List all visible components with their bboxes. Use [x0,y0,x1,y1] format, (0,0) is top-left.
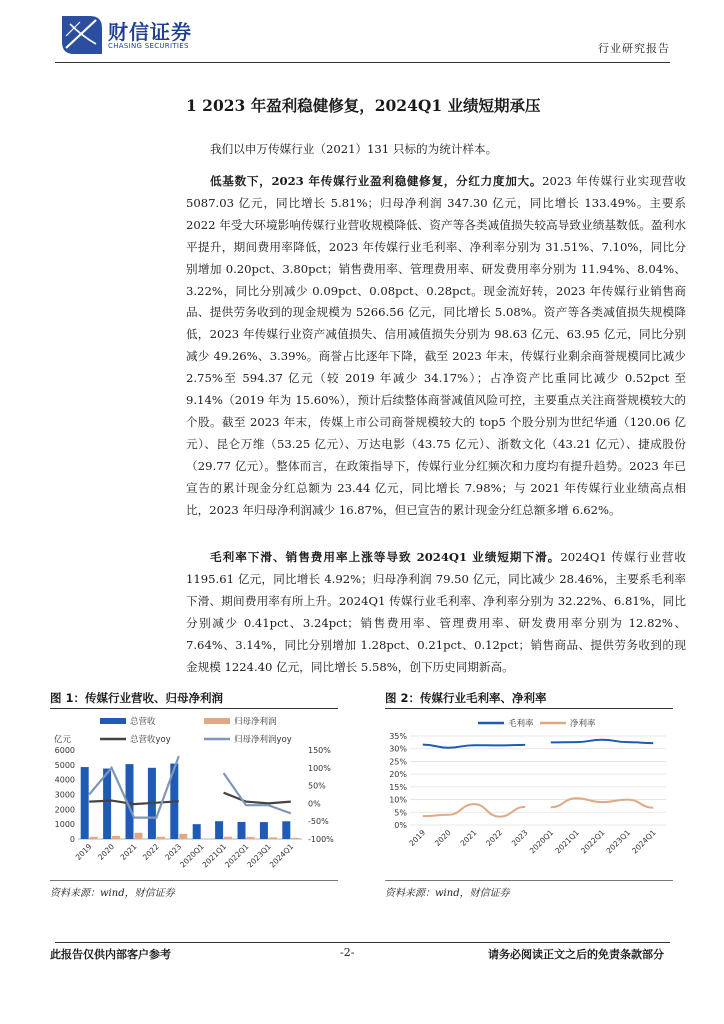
footer-disclaimer-right: 请务必阅读正文之后的免责条款部分 [488,948,664,961]
legend-label: 净利率 [570,719,596,729]
y-tick-label: 5000 [54,760,75,770]
legend-label: 归母净利润 [234,717,277,727]
x-tick-label: 2021Q1 [553,828,581,856]
x-tick-label: 2023Q1 [604,828,633,856]
x-tick-label: 2024Q1 [630,828,658,856]
paragraph-2023-lead: 低基数下，2023 年传媒行业盈利稳健修复，分红力度加大。 [210,174,543,188]
y-tick-label: 0% [394,821,407,830]
legend-label: 毛利率 [508,719,534,729]
y-tick-label: 50% [308,781,326,791]
margin-chart [380,712,676,878]
figure1-source-rule [50,880,338,881]
y-tick-label: 5% [394,808,407,818]
x-tick-label: 2021 [458,828,479,848]
bar-revenue [81,767,89,839]
y-tick-label: -50% [308,817,329,827]
x-tick-label: 2020Q1 [527,828,556,856]
x-tick-label: 2019 [407,828,428,848]
y-tick-label: 35% [389,732,407,741]
y-tick-label: 3000 [54,790,75,800]
y-tick-label: 4000 [54,775,75,785]
figure1-title-rule [50,708,338,709]
y-tick-label: 20% [389,770,407,780]
paragraph-2024q1-lead: 毛利率下滑、销售费用率上涨等导致 2024Q1 业绩短期下滑。 [210,550,561,564]
line-revenue-yoy [89,793,291,804]
x-tick-label: 2020 [96,842,117,862]
x-tick-label: 2021Q1 [200,842,229,870]
bar-revenue [215,821,223,839]
x-tick-label: 2020Q1 [178,842,206,870]
paragraph-2023 [186,171,686,522]
paragraph-sample-text: 我们以申万传媒行业（2021）131 只标的为统计样本。 [210,142,498,156]
bar-revenue [282,821,290,839]
figure2-title: 图 2：传媒行业毛利率、净利率 [385,691,547,705]
figure2-title-rule [385,708,673,709]
line-profit-yoy [89,756,291,818]
x-tick-label: 2023 [163,842,184,862]
bar-revenue [193,824,201,839]
paragraph-2023-body: 2023 年传媒行业实现营收 5087.03 亿元，同比增长 5.81%；归母净利润 347.30 亿元，同比增长 133.49%。主要系 2022 年受大环境影响传媒行业营收规模降低、资产等各类减值损失较高导致业绩基数低。盈利水平提升，期间费用率降低，2023 年传媒行业毛利率、净利率分别为 31.51%、7.10%，同比分别增加 0.20pct、3.80pct；销售费用率、管理费用率、研发费用率分别为 11.94%、8.04%、3.22%，同比分别减少 0.09pct、0.08pct、0.28pct。现金流好转，2023 年传媒行业销售商品、提供劳务收到的现金规模为 5266.56 亿元，同比增长 5.08%。资产等各类减值损失规模降低，2023 年传媒行业资产减值损失、信用减值损失分别为 98.63 亿元、63.95 亿元，同比分别减少 49.26%、3.39%。商誉占比逐年下降，截至 2023 年末，传媒行业剩余商誉规模同比减少 2.75%至 594.37 亿元（较 2019 年减少 34.17%）；占净资产比重同比减少 0.52pct 至 9.14%（2019 年为 15.60%），预计后续整体商誉减值风险可控，主要重点关注商誉规模较大的个股。截至 2023 年末，传媒上市公司商誉规模较大的 top5 个股分别为世纪华通（120.06 亿元）、昆仑万维（53.25 亿元）、万达电影（43.75 亿元）、浙数文化（43.21 亿元）、捷成股份（29.77 亿元）。整体而言，在政策指导下，传媒行业分红频次和力度均有提升趋势。2023 年已宣告的累计现金分红总额为 23.44 亿元，同比增长 7.98%；与 2021 年传媒行业业绩高点相比，2023 年归母净利润减少 16.87%，但已宣告的累计现金分红总额多增 6.62%。 [186,174,686,517]
y-tick-label: 150% [308,746,331,755]
left-axis-unit: 亿元 [54,735,72,745]
x-tick-label: 2023 [509,828,530,848]
legend-label: 总营收yoy [130,735,171,745]
x-tick-label: 2019 [73,842,94,862]
legend-label: 总营收 [130,717,156,727]
bar-net-profit [179,834,187,839]
y-tick-label: 15% [389,782,407,792]
bar-net-profit [269,837,277,839]
paragraph-sample [186,139,686,161]
figure1-title: 图 1：传媒行业营收、归母净利润 [50,691,224,705]
figure2-source: 资料来源：wind，财信证券 [385,888,510,899]
y-tick-label: 1000 [54,820,75,830]
bar-net-profit [224,837,232,839]
company-name-cn: 财信证券 [108,20,192,44]
bar-net-profit [291,838,299,839]
bar-net-profit [157,837,165,839]
bar-net-profit [247,837,255,839]
bar-revenue [238,822,246,839]
bar-revenue [103,769,111,839]
section-title: 1 2023 年盈利稳健修复，2024Q1 业绩短期承压 [186,96,541,115]
y-tick-label: 2000 [54,805,75,815]
y-tick-label: 6000 [54,746,75,755]
y-tick-label: 100% [308,763,331,773]
bar-net-profit [135,833,143,839]
y-tick-label: 25% [389,757,407,767]
revenue-profit-chart [48,712,340,878]
x-tick-label: 2024Q1 [267,842,296,870]
line-gross-margin [423,745,525,748]
legend-swatch [204,718,230,724]
company-name-en: CHASING SECURITIES [108,42,189,50]
y-tick-label: 30% [389,744,407,754]
x-tick-label: 2021 [118,842,139,862]
x-tick-label: 2022 [484,828,505,848]
paragraph-2024q1-body: 2024Q1 传媒行业营收 1195.61 亿元，同比增长 4.92%；归母净利润 79.50 亿元，同比减少 28.46%，主要系毛利率下滑、期间费用率有所上升。2024Q1 传媒行业毛利率、净利率分别为 32.22%、6.81%，同比分别减少 0.41pct、3.24pct；销售费用率、管理费用率、研发费用率分别为 12.82%、7.64%、3.14%，同比分别增加 1.28pct、0.21pct、0.12pct；销售商品、提供劳务收到的现金规模 1224.40 亿元，同比增长 5.58%，创下历史同期新高。 [186,550,686,674]
legend-label: 归母净利润yoy [234,735,292,745]
x-tick-label: 2022Q1 [223,842,251,870]
legend-swatch [100,718,126,724]
figure2-source-rule [385,880,673,881]
paragraph-2024q1 [186,547,686,678]
footer-disclaimer-left: 此报告仅供内部客户参考 [50,948,171,961]
figure1-source: 资料来源：wind，财信证券 [50,888,175,899]
x-tick-label: 2022Q1 [579,828,607,856]
x-tick-label: 2022 [140,842,161,862]
line-net-margin [423,804,525,817]
bar-net-profit [90,837,98,839]
company-logo [60,14,104,56]
header-rule [55,62,670,63]
x-tick-label: 2020 [432,828,453,848]
report-type: 行业研究报告 [598,42,670,55]
y-tick-label: -100% [308,835,334,844]
footer-rule [55,942,670,943]
line-gross-margin [551,740,653,743]
page-number: -2- [340,946,355,959]
y-tick-label: 0% [308,799,321,809]
y-tick-label: 0 [69,835,75,844]
bar-net-profit [112,836,120,839]
bar-revenue [260,822,268,839]
x-tick-label: 2023Q1 [245,842,273,870]
y-tick-label: 10% [389,795,407,805]
